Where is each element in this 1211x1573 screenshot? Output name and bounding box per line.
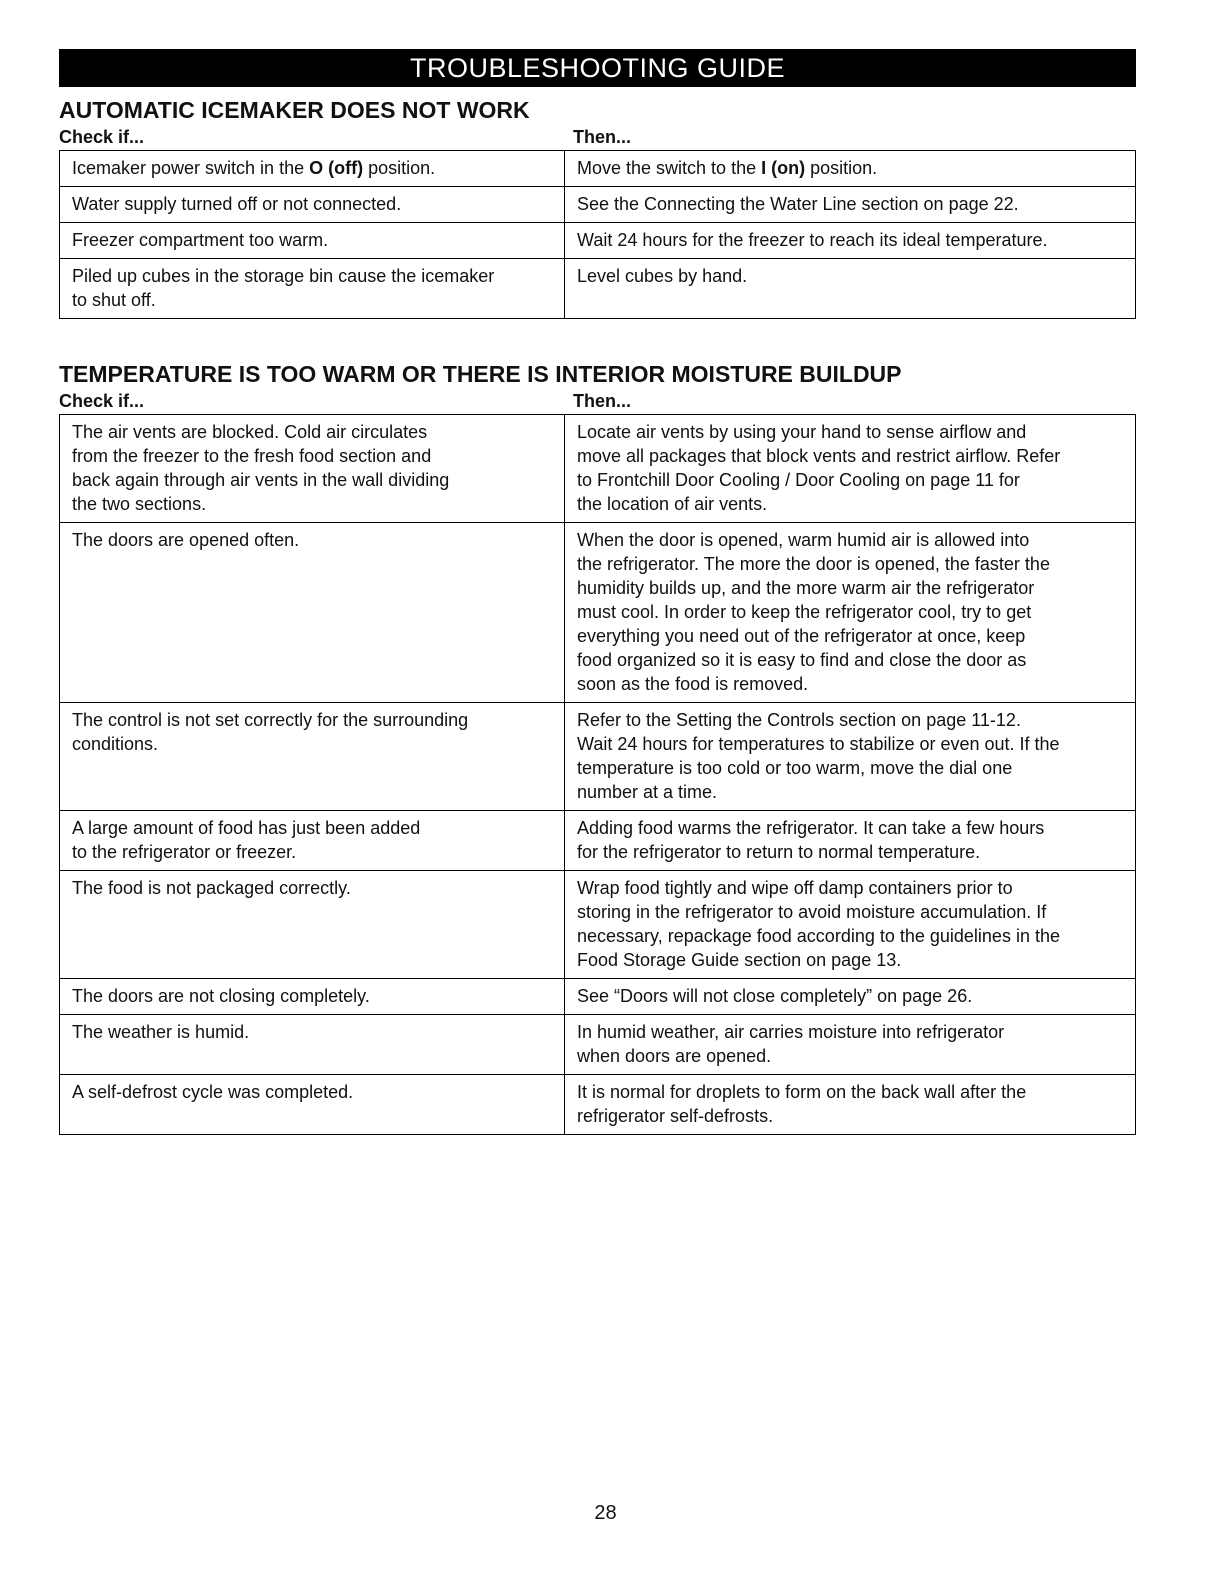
column-headers xyxy=(59,388,1136,414)
table-row xyxy=(60,1075,1136,1135)
then-text: Adding food warms the refrigerator. It can take a few hours for the refrigerator to return to normal temperature. xyxy=(577,818,1045,862)
table-row xyxy=(60,871,1136,979)
check-cell xyxy=(60,223,565,259)
then-text: Wait 24 hours for the freezer to reach its ideal temperature. xyxy=(577,230,1048,250)
troubleshooting-table xyxy=(59,414,1136,1135)
then-header: Then... xyxy=(573,391,631,411)
check-text: Icemaker power switch in the xyxy=(72,158,310,178)
then-header: Then... xyxy=(573,127,631,147)
check-text: The food is not packaged correctly. xyxy=(72,878,351,898)
table-row xyxy=(60,703,1136,811)
column-headers xyxy=(59,124,1136,150)
check-text: The weather is humid. xyxy=(72,1022,250,1042)
check-cell xyxy=(60,151,565,187)
check-text: The doors are opened often. xyxy=(72,530,300,550)
then-cell xyxy=(565,415,1136,523)
then-cell xyxy=(565,187,1136,223)
then-text: See “Doors will not close completely” on page 26. xyxy=(577,986,973,1006)
then-text: Refer to the Setting the Controls section on page 11-12. Wait 24 hours for temperatures to stabilize or even out. If the temperature is too cold or too warm, move the dial one number at a time. xyxy=(577,710,1060,802)
check-header: Check if... xyxy=(59,127,145,147)
section-title: AUTOMATIC ICEMAKER DOES NOT WORK xyxy=(59,97,530,123)
check-cell xyxy=(60,871,565,979)
page-number: 28 xyxy=(594,1502,617,1524)
then-text: In humid weather, air carries moisture into refrigerator when doors are opened. xyxy=(577,1022,1005,1066)
check-text: The doors are not closing completely. xyxy=(72,986,370,1006)
then-text: position. xyxy=(805,158,878,178)
then-cell xyxy=(565,151,1136,187)
table-row xyxy=(60,1015,1136,1075)
table-row xyxy=(60,223,1136,259)
section-title: TEMPERATURE IS TOO WARM OR THERE IS INTERIOR MOISTURE BUILDUP xyxy=(59,361,902,387)
check-text: A self-defrost cycle was completed. xyxy=(72,1082,354,1102)
table-row xyxy=(60,151,1136,187)
check-text: Freezer compartment too warm. xyxy=(72,230,329,250)
then-cell xyxy=(565,1015,1136,1075)
then-text: It is normal for droplets to form on the back wall after the refrigerator self-defrosts. xyxy=(577,1082,1027,1126)
then-text: When the door is opened, warm humid air is allowed into the refrigerator. The more the door is opened, the faster the humidity builds up, and the more warm air the refrigerator must cool. In order to keep the refrigerator cool, try to get everything you need out of the refrigerator at once, keep food organized so it is easy to find and close the door as soon as the food is removed. xyxy=(577,530,1050,694)
check-cell xyxy=(60,415,565,523)
troubleshooting-table xyxy=(59,150,1136,319)
then-cell xyxy=(565,1075,1136,1135)
then-cell xyxy=(565,523,1136,703)
check-cell xyxy=(60,523,565,703)
page-banner: TROUBLESHOOTING GUIDE xyxy=(59,49,1136,87)
check-text: A large amount of food has just been added to the refrigerator or freezer. xyxy=(72,818,421,862)
check-text: The air vents are blocked. Cold air circulates from the freezer to the fresh food section and back again through air vents in the wall dividing the two sections. xyxy=(72,422,450,514)
check-text: Water supply turned off or not connected. xyxy=(72,194,402,214)
check-header: Check if... xyxy=(59,391,145,411)
then-cell xyxy=(565,223,1136,259)
check-cell xyxy=(60,259,565,319)
then-cell xyxy=(565,979,1136,1015)
then-cell xyxy=(565,259,1136,319)
table-row xyxy=(60,187,1136,223)
table-row xyxy=(60,259,1136,319)
table-row xyxy=(60,979,1136,1015)
check-text: O (off) xyxy=(309,158,364,178)
then-text: See the Connecting the Water Line section on page 22. xyxy=(577,194,1019,214)
check-cell xyxy=(60,979,565,1015)
check-cell xyxy=(60,187,565,223)
icemaker-section xyxy=(59,96,1136,319)
then-text: Level cubes by hand. xyxy=(577,266,748,286)
then-text: Locate air vents by using your hand to sense airflow and move all packages that block vents and restrict airflow. Refer to Frontchill Door Cooling / Door Cooling on page 11 for the location of air vents. xyxy=(577,422,1061,514)
then-text: Move the switch to the xyxy=(577,158,762,178)
check-cell xyxy=(60,1015,565,1075)
check-cell xyxy=(60,811,565,871)
table-body xyxy=(60,151,1136,319)
check-text: position. xyxy=(363,158,436,178)
temperature-section xyxy=(59,360,1136,1135)
then-cell xyxy=(565,871,1136,979)
then-cell xyxy=(565,811,1136,871)
then-cell xyxy=(565,703,1136,811)
table-body xyxy=(60,415,1136,1135)
table-row xyxy=(60,811,1136,871)
check-text: Piled up cubes in the storage bin cause the icemaker to shut off. xyxy=(72,266,495,310)
table-row xyxy=(60,415,1136,523)
check-cell xyxy=(60,1075,565,1135)
then-text: I (on) xyxy=(761,158,806,178)
check-text: The control is not set correctly for the surrounding conditions. xyxy=(72,710,469,754)
check-cell xyxy=(60,703,565,811)
table-row xyxy=(60,523,1136,703)
then-text: Wrap food tightly and wipe off damp containers prior to storing in the refrigerator to avoid moisture accumulation. If necessary, repackage food according to the guidelines in the Food Storage Guide section on page 13. xyxy=(577,878,1060,970)
